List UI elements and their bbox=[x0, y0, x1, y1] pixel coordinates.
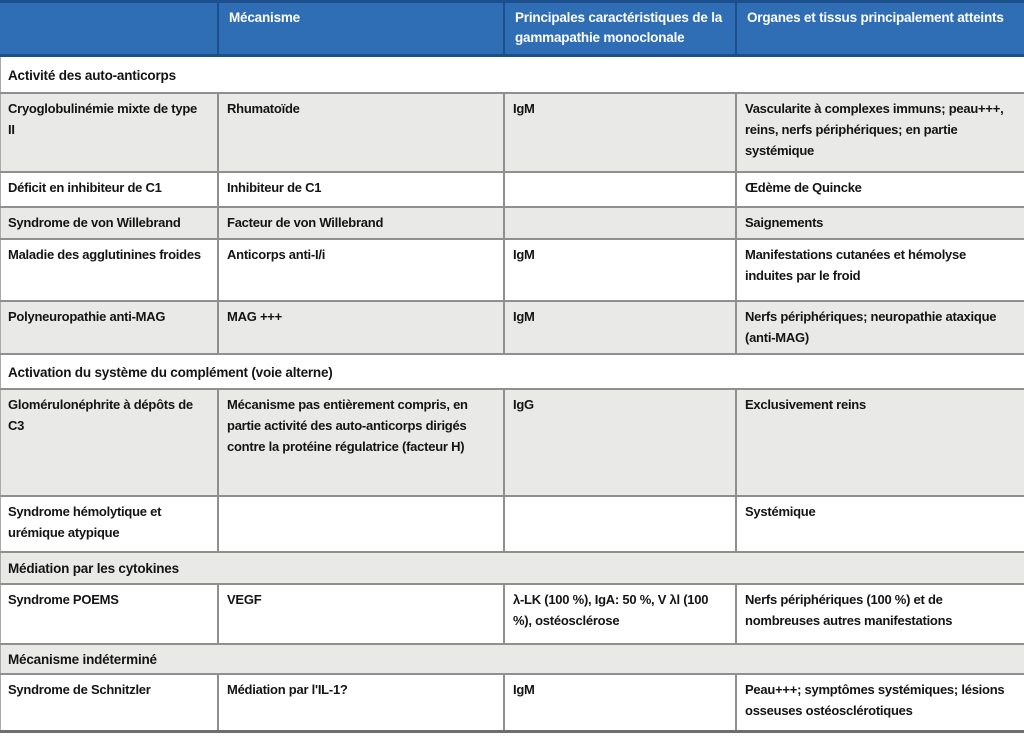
row-cell-mecanisme: Anticorps anti-I/i bbox=[217, 240, 503, 300]
section-header: Médiation par les cytokines bbox=[0, 553, 1024, 585]
row-cell-caracteristiques bbox=[503, 173, 735, 206]
header-cell-mecanisme: Mécanisme bbox=[217, 3, 503, 54]
row-cell-organes: Nerfs périphériques; neuropathie ataxique (anti-MAG) bbox=[735, 302, 1024, 353]
row-cell-caracteristiques bbox=[503, 208, 735, 238]
table-row bbox=[0, 585, 1024, 645]
table-row bbox=[0, 94, 1024, 173]
row-cell-entity: Déficit en inhibiteur de C1 bbox=[8, 180, 162, 195]
table-row bbox=[0, 208, 1024, 240]
row-cell-entity: Syndrome hémolytique et urémique atypique bbox=[8, 504, 162, 540]
row-cell-entity: Maladie des agglutinines froides bbox=[8, 247, 201, 262]
row-cell-mecanisme: VEGF bbox=[217, 585, 503, 643]
row-cell-mecanisme: Rhumatoïde bbox=[217, 94, 503, 171]
row-cell-mecanisme bbox=[217, 497, 503, 551]
row-cell-caracteristiques: IgM bbox=[503, 675, 735, 730]
table-row bbox=[0, 302, 1024, 355]
row-cell-organes: Systémique bbox=[735, 497, 1024, 551]
row-cell-mecanisme: MAG +++ bbox=[217, 302, 503, 353]
row-cell-organes: Manifestations cutanées et hémolyse induites par le froid bbox=[735, 240, 1024, 300]
row-cell-organes: Vascularite à complexes immuns; peau+++, reins, nerfs périphériques; en partie systémique bbox=[735, 94, 1024, 171]
table-row bbox=[0, 173, 1024, 208]
header-cell-caracteristiques: Principales caractéristiques de la gammapathie monoclonale bbox=[503, 3, 735, 54]
row-cell-caracteristiques: IgG bbox=[503, 390, 735, 495]
row-cell-organes: Peau+++; symptômes systémiques; lésions osseuses ostéosclérotiques bbox=[735, 675, 1024, 730]
table-row bbox=[0, 497, 1024, 553]
row-cell-mecanisme: Inhibiteur de C1 bbox=[217, 173, 503, 206]
table-row bbox=[0, 240, 1024, 302]
row-cell-entity: Syndrome POEMS bbox=[8, 592, 119, 607]
section-header: Activité des auto-anticorps bbox=[0, 57, 1024, 94]
row-cell-caracteristiques bbox=[503, 497, 735, 551]
row-cell-caracteristiques: IgM bbox=[503, 94, 735, 171]
header-cell-organes: Organes et tissus principalement atteints bbox=[735, 3, 1024, 54]
row-cell-caracteristiques: λ-LK (100 %), IgA: 50 %, V λl (100 %), ostéosclérose bbox=[503, 585, 735, 643]
table-row bbox=[0, 675, 1024, 733]
row-cell-mecanisme: Mécanisme pas entièrement compris, en partie activité des auto-anticorps dirigés contre la protéine régulatrice (facteur H) bbox=[217, 390, 503, 495]
row-cell-organes: Exclusivement reins bbox=[735, 390, 1024, 495]
row-cell-mecanisme: Facteur de von Willebrand bbox=[217, 208, 503, 238]
table-body bbox=[0, 57, 1024, 733]
row-cell-entity: Polyneuropathie anti-MAG bbox=[8, 309, 166, 324]
section-header: Mécanisme indéterminé bbox=[0, 645, 1024, 675]
row-cell-mecanisme: Médiation par l'IL-1? bbox=[217, 675, 503, 730]
row-cell-organes: Saignements bbox=[735, 208, 1024, 238]
row-cell-entity: Syndrome de von Willebrand bbox=[8, 215, 181, 230]
row-cell-caracteristiques: IgM bbox=[503, 240, 735, 300]
table-row bbox=[0, 390, 1024, 497]
row-cell-entity: Glomérulonéphrite à dépôts de C3 bbox=[8, 397, 193, 433]
header-cell-empty bbox=[0, 3, 217, 54]
section-header: Activation du système du complément (voie alterne) bbox=[0, 355, 1024, 390]
table-header-row bbox=[0, 0, 1024, 57]
row-cell-organes: Œdème de Quincke bbox=[735, 173, 1024, 206]
row-cell-entity: Syndrome de Schnitzler bbox=[8, 682, 151, 697]
row-cell-entity: Cryoglobulinémie mixte de type II bbox=[8, 101, 197, 137]
row-cell-organes: Nerfs périphériques (100 %) et de nombreuses autres manifestations bbox=[735, 585, 1024, 643]
row-cell-caracteristiques: IgM bbox=[503, 302, 735, 353]
